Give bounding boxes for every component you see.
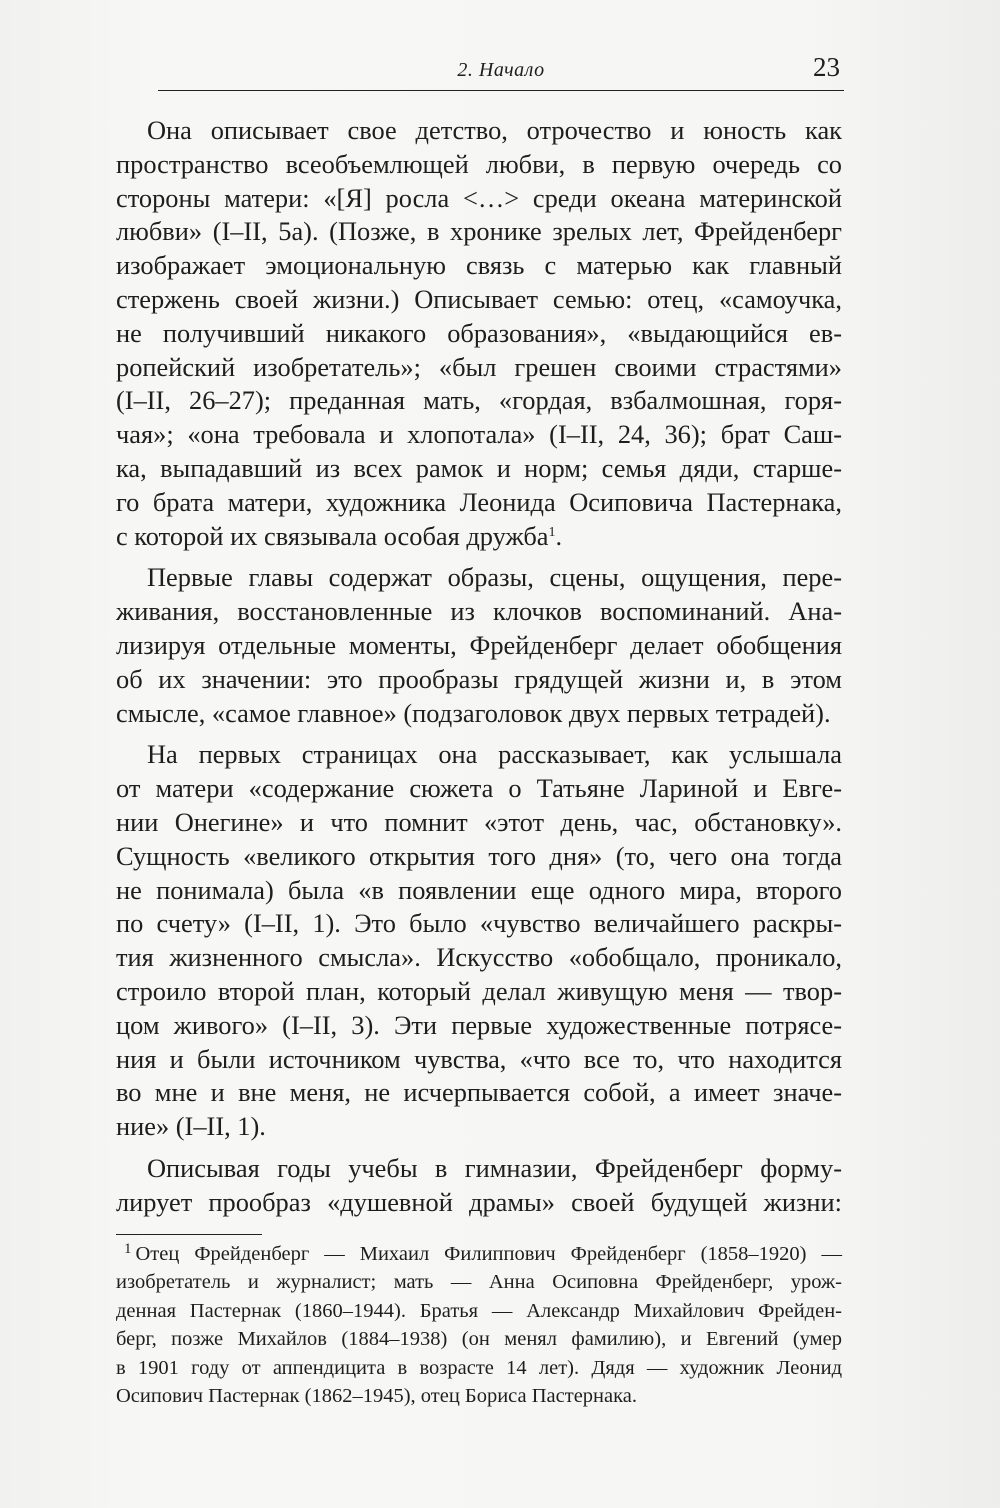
text-line: об их значении: это прообразы грядущей жизни и, в этом (116, 663, 842, 694)
text-line: от матери «содержание сюжета о Татьяне Лариной и Евге- (116, 773, 842, 804)
main-text (116, 114, 842, 1220)
text-line: На первых страницах она рассказывает, как услышала (147, 739, 842, 770)
text-line: стержень своей жизни.) Описывает семью: отец, «самоучка, (116, 283, 842, 314)
text-line: го брата матери, художника Леонида Осиповича Пастернака, (116, 486, 842, 517)
running-header (158, 52, 844, 91)
text-line: не понимала) была «в появлении еще одного мира, второго (116, 874, 842, 905)
text-line: смысле, «самое главное» (подзаголовок двух первых тетрадей). (116, 697, 831, 728)
text-line: чая»; «она требовала и хлопотала» (I–II, 24, 36); брат Саш- (116, 419, 842, 450)
text-line: цом живого» (I–II, 3). Эти первые художественные потрясе- (116, 1009, 842, 1040)
text-line: лирует прообраз «душевной драмы» своей будущей жизни: (116, 1186, 842, 1217)
text-line: пространство всеобъемлющей любви, в первую очередь со (116, 148, 842, 179)
footnote-separator (116, 1234, 262, 1235)
running-title: 2. Начало (457, 59, 545, 81)
text-line: не получивший никакого образования», «выдающийся ев- (116, 317, 842, 348)
text-line: строило второй план, который делал живущую меня — твор- (116, 975, 842, 1006)
text-line: тия жизненного смысла». Искусство «обобщало, проникало, (116, 942, 842, 973)
text-line: живания, восстановленные из клочков воспоминаний. Ана- (116, 596, 842, 627)
paragraph-2 (116, 561, 842, 730)
footnote (116, 1240, 842, 1410)
footnote-line: денная Пастернак (1860–1944). Братья — Александр Михайлович Фрейден- (116, 1299, 842, 1322)
text-line: Она описывает свое детство, отрочество и юность как (147, 115, 842, 145)
text-line: лизируя отдельные моменты, Фрейденберг делает обобщения (116, 629, 842, 660)
text-line: ние» (I–II, 1). (116, 1111, 266, 1142)
text-line: ропейский изобретатель»; «был грешен своими страстями» (116, 351, 842, 382)
footnote-line (116, 1240, 842, 1268)
text-line: Сущность «великого открытия того дня» (то, чего она тогда (116, 840, 842, 871)
paragraph-1 (116, 114, 842, 553)
paragraph-4 (116, 1152, 842, 1220)
text-line: Описывая годы учебы в гимназии, Фрейденберг форму- (147, 1152, 842, 1183)
footnote-line: изобретатель и журналист; мать — Анна Осиповна Фрейденберг, урож- (116, 1271, 842, 1294)
text-line-last: с которой их связывала особая дружба$^1$. (116, 520, 563, 551)
text-line: любви» (I–II, 5а). (Позже, в хронике зрелых лет, Фрейденберг (116, 216, 842, 247)
text-line: стороны матери: «[Я] росла <…> среди океана материнской (116, 182, 842, 213)
text-line: с которой их связывала особая дружба (116, 520, 549, 551)
text-line: Первые главы содержат образы, сцены, ощущения, пере- (147, 562, 842, 593)
footnote-line: Осипович Пастернак (1862–1945), отец Бориса Пастернака. (116, 1385, 637, 1408)
text-line: ка, выпадавший из всех рамок и норм; семья дяди, старше- (116, 452, 842, 483)
text-line: по счету» (I–II, 1). Это было «чувство величайшего раскры- (116, 908, 842, 939)
text-line: во мне и вне меня, не исчерпывается собой, а имеет значе- (116, 1077, 842, 1108)
footnote-line: в 1901 году от аппендицита в возрасте 14 лет). Дядя — художник Леонид (116, 1356, 842, 1379)
text-line: нии Онегине» и что помнит «этот день, час, обстановку». (116, 806, 842, 837)
footnote-mark: 1 (124, 1241, 132, 1257)
text-line: (I–II, 26–27); преданная мать, «гордая, взбалмошная, горя- (116, 385, 842, 416)
footnote-reference[interactable]: 1 (548, 524, 556, 540)
paragraph-3 (116, 738, 842, 1144)
text-line: ния и были источником чувства, «что все то, что находится (116, 1043, 842, 1074)
text-line: изображает эмоциональную связь с матерью как главный (116, 250, 842, 281)
page-number: 23 (813, 52, 840, 82)
footnote-line: берг, позже Михайлов (1884–1938) (он менял фамилию), и Евгений (умер (116, 1328, 842, 1351)
footnote-text: Отец Фрейденберг — Михаил Филиппович Фрейденберг (1858–1920) — (135, 1243, 842, 1265)
